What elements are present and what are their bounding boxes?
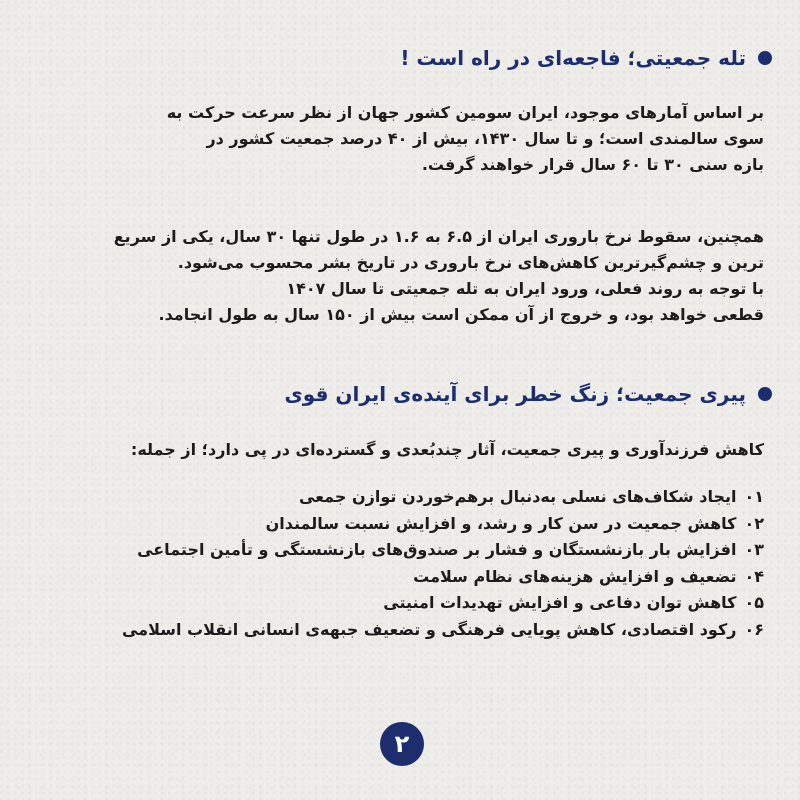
paragraph-line: قطعی خواهد بود، و خروج از آن ممکن است بیش از ۱۵۰ سال به طول انجامد.: [158, 305, 764, 324]
paragraph-line: با توجه به روند فعلی، ورود ایران به تله جمعیتی تا سال ۱۴۰۷: [286, 279, 764, 298]
section2-heading: [40, 382, 772, 406]
paragraph-line: بر اساس آمارهای موجود، ایران سومین کشور جهان از نظر سرعت حرکت به: [166, 103, 764, 122]
list-item: [36, 537, 764, 564]
bullet-icon: [758, 387, 772, 401]
list-item-text: افزایش بار بازنشستگان و فشار بر صندوق‌های بازنشستگی و تأمین اجتماعی: [137, 540, 737, 559]
list-item-number: ۰۶: [744, 619, 764, 639]
list-item-number: ۰۳: [744, 540, 764, 559]
page-number: ۲: [394, 730, 410, 758]
paragraph-line: بازه سنی ۳۰ تا ۶۰ سال قرار خواهند گرفت.: [421, 155, 764, 174]
list-item: [36, 511, 764, 538]
list-item-number: ۰۵: [744, 593, 764, 612]
paragraph-line: سوی سالمندی است؛ و تا سال ۱۴۳۰، بیش از ۴۰ درصد جمعیت کشور در: [206, 129, 764, 148]
list-item-number: ۰۱: [744, 487, 764, 506]
section2-heading-text: پیری جمعیت؛ زنگ خطر برای آینده‌ی ایران قوی: [284, 382, 746, 406]
section1-heading: [40, 46, 772, 70]
effects-list: [36, 484, 764, 643]
list-item-text: رکود اقتصادی، کاهش پویایی فرهنگی و تضعیف جبهه‌ی انسانی انقلاب اسلامی: [121, 619, 737, 639]
list-item-text: کاهش توان دفاعی و افزایش تهدیدات امنیتی: [383, 593, 737, 612]
list-item-number: ۰۲: [744, 513, 764, 533]
list-item: [36, 617, 764, 644]
list-item-text: تضعیف و افزایش هزینه‌های نظام سلامت: [413, 566, 737, 586]
section2-intro: کاهش فرزندآوری و پیری جمعیت، آثار چندبُعدی و گسترده‌ای در پی دارد؛ از جمله:: [130, 440, 764, 459]
paragraph-line: ترین و چشم‌گیرترین کاهش‌های نرخ باروری در تاریخ بشر محسوب می‌شود.: [177, 253, 764, 272]
section1-heading-text: تله جمعیتی؛ فاجعه‌ای در راه است !: [400, 46, 746, 70]
list-item-text: کاهش جمعیت در سن کار و رشد، و افزایش نسبت سالمندان: [265, 513, 737, 533]
section1-paragraph1: [36, 100, 764, 178]
list-item-text: ایجاد شکاف‌های نسلی به‌دنبال برهم‌خوردن توازن جمعی: [298, 487, 737, 506]
section1-paragraph2: [36, 224, 764, 328]
page-number-badge: [380, 722, 424, 766]
bullet-icon: [758, 51, 772, 65]
list-item: [36, 590, 764, 617]
list-item-number: ۰۴: [744, 566, 764, 586]
paragraph-line: همچنین، سقوط نرخ باروری ایران از ۶.۵ به ۱.۶ در طول تنها ۳۰ سال، یکی از سریع: [113, 227, 764, 246]
list-item: [36, 484, 764, 511]
list-item: [36, 564, 764, 591]
